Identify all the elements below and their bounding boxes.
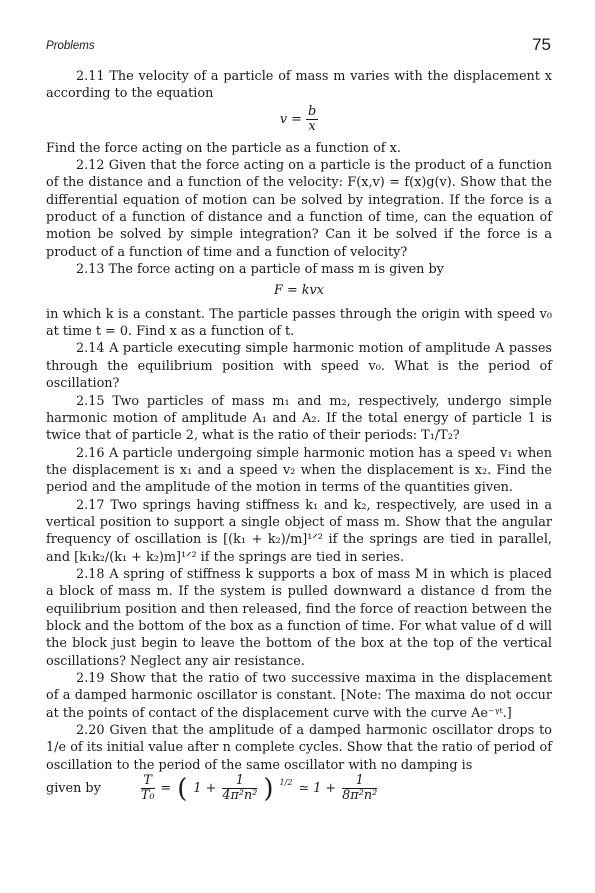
page-number: 75 [532,35,551,54]
problem-text: Two springs having stiffness k₁ and k₂, respectively, are used in a vertical position to support a single object of mass m. Show that the angular frequency of oscillation is [(k₁ + k₂)/m]¹ᐟ² if the springs are tied in parallel, and [k₁k₂/(k₁ + k₂)m]¹ᐟ² if the springs are tied in series. [46,497,552,565]
problem-number: 2.12 [76,158,105,174]
inner-denominator: 4π²n² [222,788,258,804]
problem-text-continued: in which k is a constant. The particle passes through the origin with speed v₀ at time t = 0. Find x as a function of t. [46,306,552,340]
problem-number: 2.18 [76,566,105,582]
problem-2-13 [46,261,552,278]
problem-number: 2.19 [76,671,105,686]
problem-text: The velocity of a particle of mass m varies with the displacement x according to the equation [46,69,552,102]
problem-number: 2.14 [76,341,105,357]
approx-one-plus: ≃ 1 + [298,780,337,796]
running-header-section: Problems [46,40,95,52]
problem-number: 2.11 [76,69,105,84]
rhs-fraction [342,774,377,803]
fraction-numerator: b [307,103,317,119]
problem-number: 2.16 [76,445,105,461]
problem-text: A particle executing simple harmonic motion of amplitude A passes through the equilibrium position with speed v₀. What is the period of oscillation? [46,341,552,392]
inner-fraction [222,774,257,803]
problem-2-15 [46,393,552,445]
period-ratio-equation [46,774,552,803]
problem-2-17 [46,497,552,566]
rhs-numerator: 1 [342,774,377,789]
problem-text: A particle undergoing simple harmonic motion has a speed v₁ when the displacement is x₁ and a speed v₂ when the displacement is x₂. Find the period and the amplitude of the motion in terms of the quantities given. [46,445,552,496]
rhs-denominator: 8π²n² [342,788,378,804]
one-plus: 1 + [193,780,217,796]
exponent: 1/2 [279,778,293,788]
problem-number: 2.15 [76,393,105,409]
equation-lhs: v = [279,111,302,127]
problem-text: Given that the force acting on a particle is the product of a function of the distance and a function of the velocity: F(x,v) = f(x)g(v). Show that the differential equation of motion can be solved by integration. If the force is a product of a function of distance and a function of time, can the equation of motion be solved by simple integration? Can it be solved if the force is a product of a function of time and a function of velocity? [46,158,552,260]
lhs-fraction [141,774,155,803]
problem-2-18 [46,566,552,670]
problem-2-16 [46,445,552,497]
equation-fraction [306,105,318,134]
problem-number: 2.13 [76,262,105,278]
problem-text: Two particles of mass m₁ and m₂, respectively, undergo simple harmonic motion of amplitude A₁ and A₂. If the total energy of particle 1 is twice that of particle 2, what is the ratio of their periods: T₁/T₂? [46,393,552,444]
equation-force: F = kvx [274,283,324,299]
lhs-numerator: T [141,774,155,789]
problem-2-14 [46,340,552,392]
open-paren-glyph: ( [177,773,188,804]
problem-text: The force acting on a particle of mass m is given by [108,262,444,278]
problem-list [46,68,552,803]
problem-text: Given that the amplitude of a damped harmonic oscillator drops to 1/e of its initial value after n complete cycles. Show that the ratio of period of oscillation to the period of the same oscillator with no damping is [46,723,552,773]
period-ratio-formula [141,774,377,803]
inner-numerator: 1 [222,774,257,789]
close-paren-glyph: ) [263,773,274,804]
problem-number: 2.17 [76,497,105,513]
problem-text: A spring of stiffness k supports a box of mass M in which is placed a block of mass m. If the system is pulled downward a distance d from the equilibrium position and then released, find the force of reaction between the block and the bottom of the box as a function of time. For what value of d will the block just begin to leave the bottom of the box at the top of the vertical oscillations? Neglect any air resistance. [46,566,552,669]
problem-text: Show that the ratio of two successive maxima in the displacement of a damped harmonic oscillator is constant. [Note: The maxima do not occur at the points of contact of the displacement curve with the curve Ae⁻ᵞᵗ.] [46,671,552,721]
equals-sign: = [160,780,172,796]
lhs-denominator: T₀ [140,788,155,804]
problem-2-11 [46,68,552,103]
problem-number: 2.20 [76,723,105,739]
equation-velocity [46,105,552,134]
given-by-label: given by [46,780,101,796]
fraction-denominator: x [308,118,316,134]
problem-2-20 [46,722,552,774]
problem-2-19 [46,670,552,722]
problem-text-continued: Find the force acting on the particle as a function of x. [46,140,401,156]
problem-2-12 [46,157,552,261]
